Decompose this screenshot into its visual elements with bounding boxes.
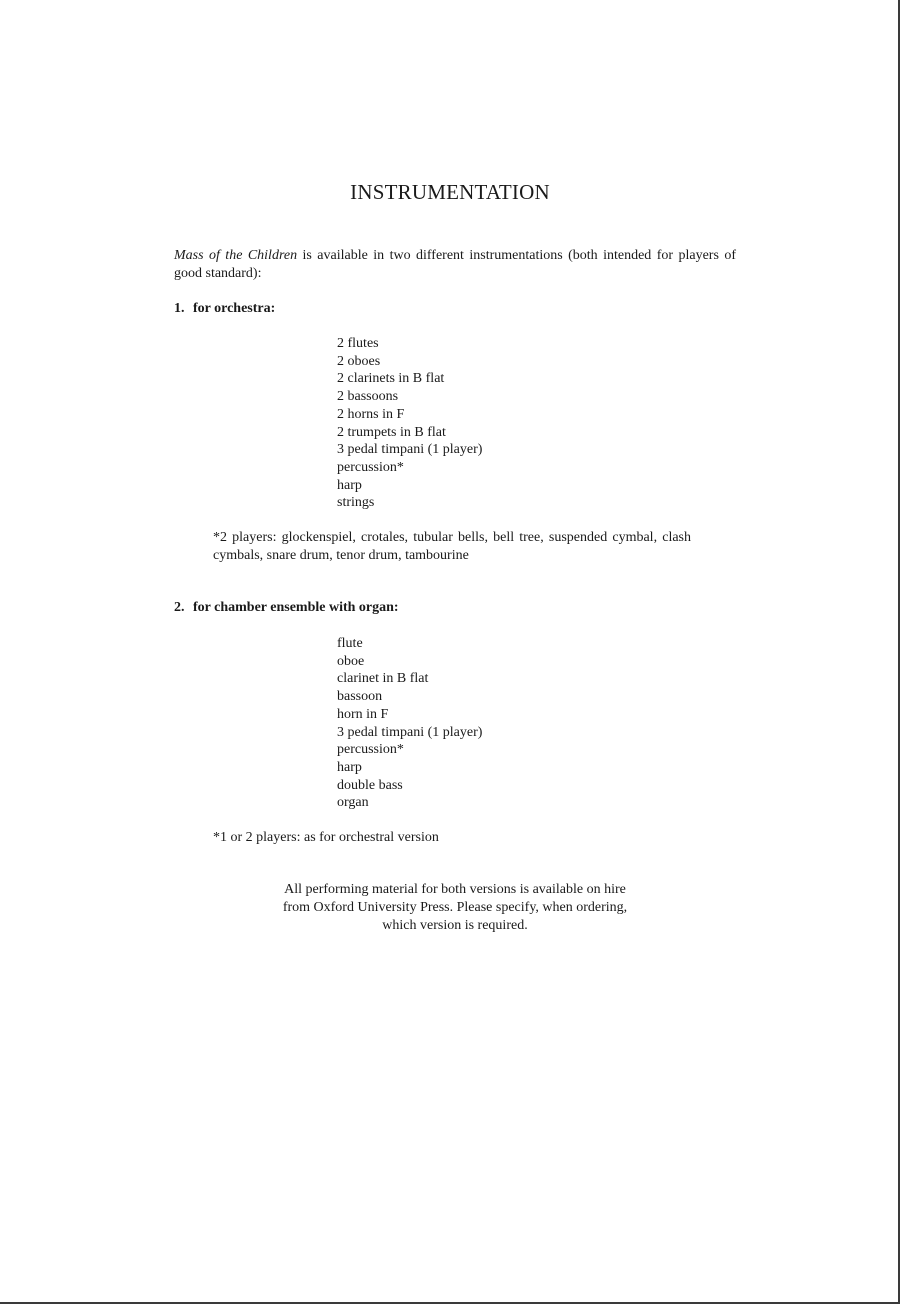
chamber-footnote: *1 or 2 players: as for orchestral version — [213, 830, 439, 845]
list-item: percussion* — [337, 742, 404, 758]
list-item: oboe — [337, 653, 365, 669]
chamber-heading-label: for chamber ensemble with organ: — [193, 600, 399, 615]
list-item: clarinet in B flat — [337, 671, 429, 687]
list-item: 2 horns in F — [337, 406, 405, 422]
list-item: double bass — [337, 777, 403, 793]
orchestra-heading — [174, 301, 275, 317]
intro-text: is available in two different instrumentations (both intended for players of good standard): — [174, 248, 737, 281]
list-item: 2 bassoons — [337, 389, 399, 405]
list-item: harp — [337, 477, 362, 493]
work-title: Mass of the Children — [174, 248, 298, 263]
orchestra-heading-label: for orchestra: — [193, 301, 276, 316]
intro-paragraph — [174, 247, 736, 283]
list-item: 2 flutes — [337, 336, 379, 351]
list-item: organ — [337, 795, 369, 811]
closing-line-3: which version is required. — [382, 918, 528, 933]
chamber-instrument-list — [337, 635, 482, 812]
list-item: bassoon — [337, 689, 383, 705]
list-item: horn in F — [337, 706, 389, 722]
chamber-heading — [174, 600, 399, 616]
list-item: 3 pedal timpani (1 player) — [337, 442, 483, 458]
list-item: 3 pedal timpani (1 player) — [337, 724, 483, 740]
page-title: INSTRUMENTATION — [350, 180, 550, 204]
closing-note — [0, 881, 900, 935]
closing-line-2: from Oxford University Press. Please specify, when ordering, — [282, 900, 628, 915]
closing-line-1: All performing material for both versions is available on hire — [284, 882, 626, 897]
chamber-number: 2. — [174, 600, 185, 615]
list-item: percussion* — [337, 459, 404, 475]
orchestra-instrument-list — [337, 335, 482, 512]
list-item: 2 clarinets in B flat — [337, 371, 445, 387]
orchestra-footnote: *2 players: glockenspiel, crotales, tubular bells, bell tree, suspended cymbal, clash cymbals, snare drum, tenor drum, tambourine — [213, 530, 691, 563]
list-item: flute — [337, 636, 363, 651]
list-item: 2 oboes — [337, 353, 381, 369]
list-item: harp — [337, 759, 362, 775]
list-item: 2 trumpets in B flat — [337, 424, 446, 440]
orchestra-number: 1. — [174, 301, 185, 316]
list-item: strings — [337, 495, 375, 511]
